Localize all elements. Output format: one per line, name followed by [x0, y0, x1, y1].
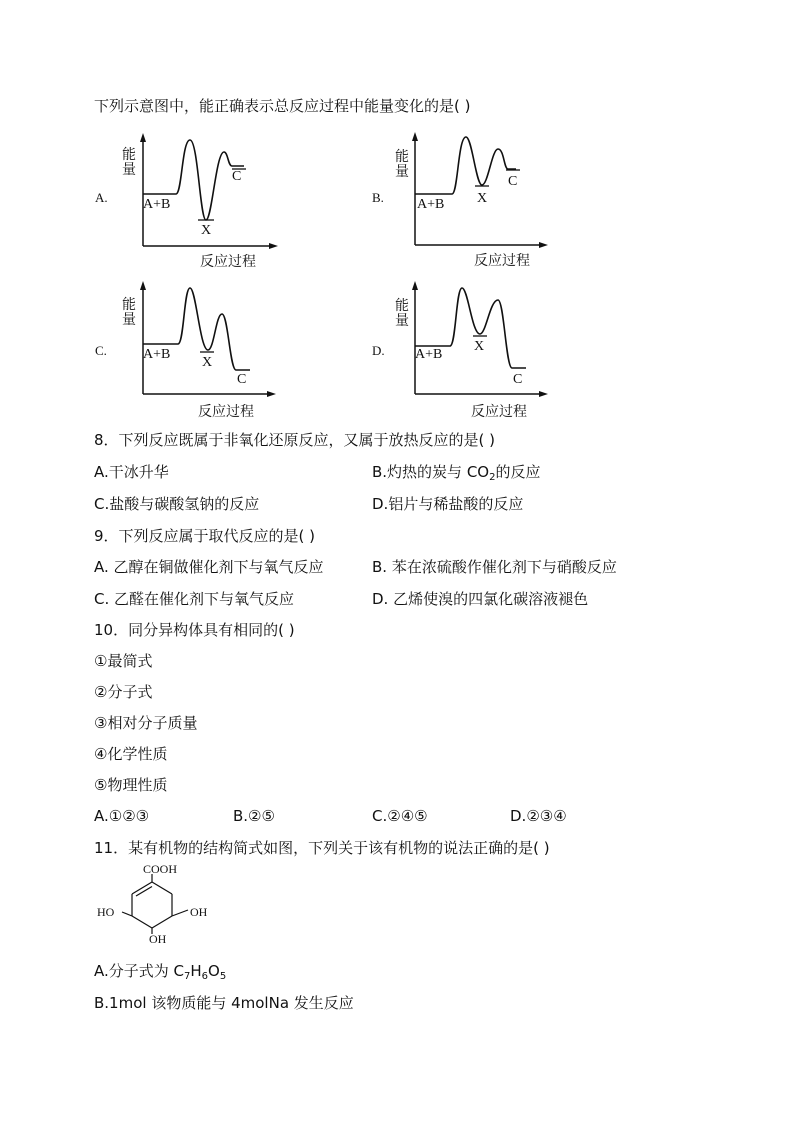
q10-item-2: ②分子式: [94, 683, 153, 701]
cooh-label: COOH: [143, 862, 178, 876]
reactants-label-b: A+B: [417, 197, 445, 212]
q7-stem: 下列示意图中，能正确表示总反应过程中能量变化的是( ): [94, 97, 471, 115]
q10-item-1: ①最简式: [94, 652, 153, 670]
q10-option-c: C.②④⑤: [372, 807, 428, 825]
reactants-label-d: A+B: [415, 347, 443, 362]
product-label-b: C: [508, 174, 518, 189]
q8-option-d: D.铝片与稀盐酸的反应: [372, 495, 524, 513]
intermediate-label-b: X: [477, 191, 488, 206]
energy-axis-label-a: 能量: [122, 147, 136, 178]
option-a-label: A.: [95, 190, 108, 205]
q11-option-a: A.分子式为 $C_7H_6O_5$: [94, 962, 227, 982]
q9-stem: 9．下列反应属于取代反应的是( ): [94, 527, 316, 545]
energy-axis-label-d: 能量: [395, 298, 409, 329]
intermediate-label-c: X: [202, 355, 213, 370]
option-d-label: D.: [372, 343, 385, 358]
oh-bottom-label: OH: [149, 932, 167, 946]
process-axis-label-c: 反应过程: [198, 404, 254, 420]
process-axis-label-a: 反应过程: [200, 254, 256, 270]
intermediate-label-d: X: [474, 339, 485, 354]
option-b-label: B.: [372, 190, 384, 205]
intermediate-label-a: X: [201, 223, 212, 238]
q8-option-c: C.盐酸与碳酸氢钠的反应: [94, 495, 260, 513]
q10-item-5: ⑤物理性质: [94, 776, 168, 794]
q8-option-a: A.干冰升华: [94, 463, 169, 481]
molecule-structure: [94, 862, 234, 946]
q10-item-4: ④化学性质: [94, 745, 168, 763]
energy-curve-c: [140, 286, 280, 398]
product-label-c: C: [237, 372, 247, 387]
q11-option-b: B.1mol 该物质能与 4molNa 发生反应: [94, 994, 354, 1012]
process-axis-label-b: 反应过程: [474, 253, 530, 269]
q8-option-b: B.灼热的炭与 $CO_2$的反应: [372, 463, 541, 483]
reactants-label-c: A+B: [143, 347, 171, 362]
q8-stem: 8．下列反应既属于非氧化还原反应，又属于放热反应的是( ): [94, 431, 496, 449]
q9-option-d: D. 乙烯使溴的四氯化碳溶液褪色: [372, 590, 589, 608]
reactants-label-a: A+B: [143, 197, 171, 212]
q9-option-a: A. 乙醇在铜做催化剂下与氧气反应: [94, 558, 324, 576]
q10-stem: 10．同分异构体具有相同的( ): [94, 621, 295, 639]
product-label-a: C: [232, 169, 242, 184]
q9-option-b: B. 苯在浓硫酸作催化剂下与硝酸反应: [372, 558, 617, 576]
process-axis-label-d: 反应过程: [471, 404, 527, 420]
q10-option-d: D.②③④: [510, 807, 567, 825]
energy-axis-label-b: 能量: [395, 149, 409, 180]
q10-item-3: ③相对分子质量: [94, 714, 198, 732]
q9-option-c: C. 乙醛在催化剂下与氧气反应: [94, 590, 295, 608]
product-label-d: C: [513, 372, 523, 387]
oh-right-label: OH: [190, 905, 208, 919]
ho-left-label: HO: [97, 905, 115, 919]
option-c-label: C.: [95, 343, 107, 358]
energy-axis-label-c: 能量: [122, 297, 136, 328]
q11-stem: 11．某有机物的结构简式如图，下列关于该有机物的说法正确的是( ): [94, 839, 550, 857]
energy-diagram-c: [140, 286, 280, 398]
q10-option-a: A.①②③: [94, 807, 150, 825]
q10-option-b: B.②⑤: [233, 807, 275, 825]
